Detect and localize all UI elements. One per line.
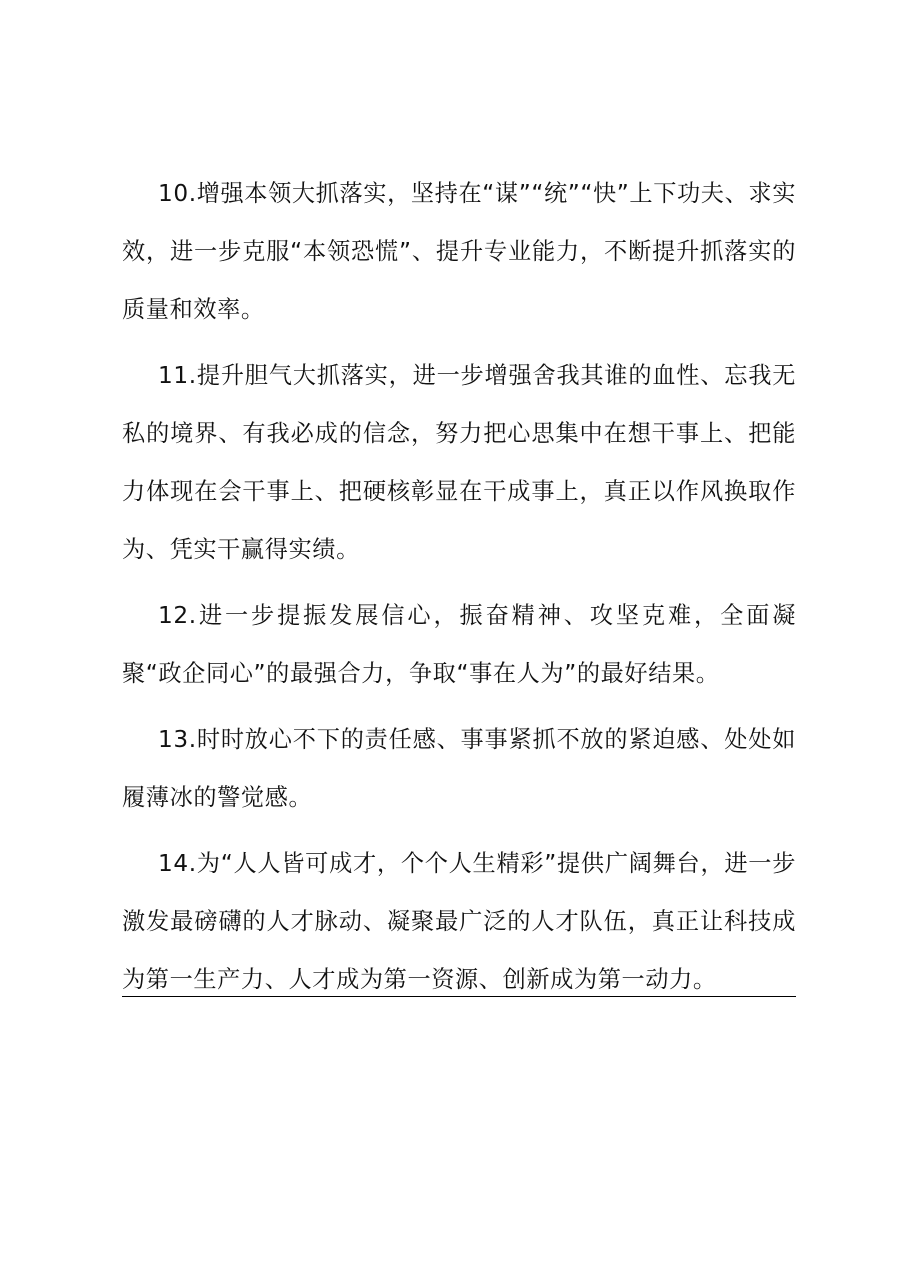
document-body bbox=[122, 165, 796, 1009]
paragraph-11: 11.提升胆气大抓落实，进一步增强舍我其谁的血性、忘我无私的境界、有我必成的信念，努力把心思集中在想干事上、把能力体现在会干事上、把硬核彰显在干成事上，真正以作风换取作为、凭实干赢得实绩。 bbox=[122, 362, 796, 563]
paragraph-13: 13.时时放心不下的责任感、事事紧抓不放的紧迫感、处处如履薄冰的警觉感。 bbox=[122, 726, 796, 811]
paragraph-12: 12.进一步提振发展信心，振奋精神、攻坚克难，全面凝聚“政企同心”的最强合力，争取“事在人为”的最好结果。 bbox=[122, 602, 796, 687]
paragraph-10: 10.增强本领大抓落实，坚持在“谋”“统”“快”上下功夫、求实效，进一步克服“本领恐慌”、提升专业能力，不断提升抓落实的质量和效率。 bbox=[122, 180, 796, 323]
bottom-divider-line bbox=[122, 996, 796, 997]
paragraph-14: 14.为“人人皆可成才，个个人生精彩”提供广阔舞台，进一步激发最磅礴的人才脉动、凝聚最广泛的人才队伍，真正让科技成为第一生产力、人才成为第一资源、创新成为第一动力。 bbox=[122, 850, 796, 993]
